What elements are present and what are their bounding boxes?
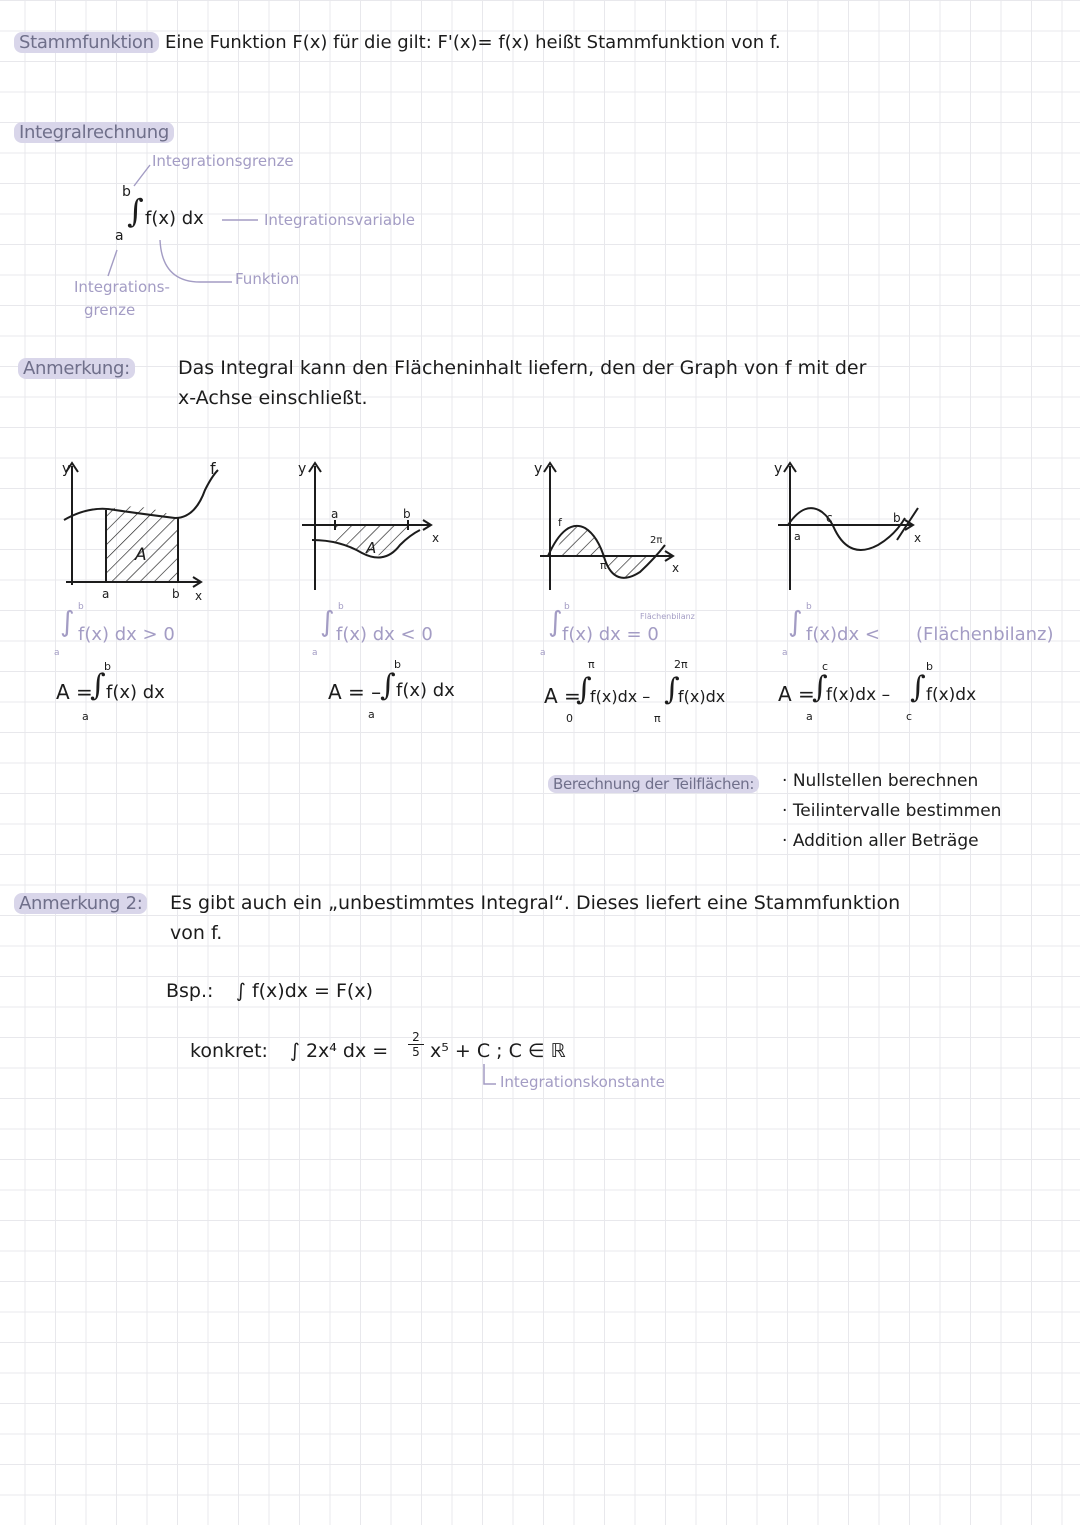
g3-int-expr: f(x) dx = 0 [562, 624, 659, 645]
anmerkung2-label: Anmerkung 2: [14, 893, 147, 914]
anmerkung-line-1: Das Integral kann den Flächeninhalt liefern, den der Graph von f mit der [178, 357, 867, 379]
g3-area-int-sign-2: ∫ [664, 672, 680, 707]
fraction-denominator: 5 [408, 1044, 424, 1059]
integral-lower-limit: a [115, 228, 124, 244]
graph-3-x-label: x [672, 561, 680, 575]
g3-area-lower-2: π [654, 712, 661, 725]
g1-int-lower: a [54, 648, 60, 658]
graph-2-a-label: a [331, 507, 339, 521]
graph-3-f-label: f [558, 516, 562, 529]
example-expression: ∫ f(x)dx = F(x) [236, 980, 373, 1002]
g4-area-int-sign-2: ∫ [910, 670, 926, 705]
graph-1-x-label: x [195, 589, 203, 603]
teilflaechen-item-3: · Addition aller Beträge [782, 831, 979, 851]
upper-limit-annotation: Integrationsgrenze [152, 152, 294, 170]
graph-4-c-label: c [826, 511, 833, 525]
stammfunktion-label: Stammfunktion [14, 32, 159, 53]
g4-area-lhs: A = [778, 682, 815, 706]
graph-3-2pi-label: 2π [650, 535, 663, 546]
graph-4-y-label: y [774, 461, 783, 477]
g2-int-sign: ∫ [320, 605, 335, 638]
g3-int-sign: ∫ [548, 605, 563, 638]
g4-int-expr: f(x)dx < [806, 624, 880, 645]
g2-area-upper: b [394, 658, 401, 671]
g4-int-sign: ∫ [788, 605, 803, 638]
g2-int-upper: b [338, 602, 344, 612]
g3-area-int-sign-1: ∫ [576, 672, 592, 707]
g2-int-expr: f(x) dx < 0 [336, 624, 433, 645]
g2-int-lower: a [312, 648, 318, 658]
g3-area-upper-2: 2π [674, 658, 688, 671]
graph-1-a-label: a [102, 587, 110, 601]
g4-int-lower: a [782, 648, 788, 658]
g2-area-int-sign: ∫ [380, 668, 396, 703]
g1-area-lhs: A = [56, 680, 93, 704]
integration-constant-label: Integrationskonstante [500, 1073, 665, 1091]
integral-upper-limit: b [122, 184, 131, 200]
g2-area-lower: a [368, 708, 375, 721]
g4-area-expr-2: f(x)dx [926, 685, 977, 705]
example-prefix: Bsp.: [166, 980, 214, 1002]
g3-area-upper-1: π [588, 658, 595, 671]
g4-area-int-sign-1: ∫ [812, 670, 828, 705]
concrete-expression: ∫ 2x⁴ dx = [290, 1040, 389, 1062]
lower-limit-annotation-1: Integrations- [74, 278, 170, 296]
anmerkung2-line-2: von f. [170, 922, 223, 944]
graph-4-b-label: b [893, 511, 901, 525]
anmerkung-line-2: x-Achse einschließt. [178, 387, 368, 409]
fraction-numerator: 2 [412, 1030, 420, 1044]
graph-2-x-label: x [432, 531, 440, 545]
integral-sign: ∫ [127, 192, 144, 230]
g1-int-expr: f(x) dx > 0 [78, 624, 175, 645]
g3-int-upper: b [564, 602, 570, 612]
graph-2-area-label: A [366, 539, 377, 557]
graph-3-pi-label: π [600, 559, 607, 572]
g3-note: Flächenbilanz [640, 612, 695, 621]
g2-area-lhs: A = – [328, 680, 382, 704]
variable-annotation: Integrationsvariable [264, 211, 415, 229]
graph-3-y-label: y [534, 461, 543, 477]
g1-area-lower: a [82, 710, 89, 723]
integral-expression: f(x) dx [145, 208, 204, 229]
graph-1-y-label: y [62, 461, 71, 477]
graph-1-b-label: b [172, 587, 180, 601]
g4-area-lower-1: a [806, 710, 813, 723]
teilflaechen-item-2: · Teilintervalle bestimmen [782, 801, 1002, 821]
g3-int-lower: a [540, 648, 546, 658]
graph-2-y-label: y [298, 461, 307, 477]
graph-4-x-label: x [914, 531, 922, 545]
g4-int-upper: b [806, 602, 812, 612]
teilflaechen-label: Berechnung der Teilflächen: [548, 775, 759, 793]
lower-limit-annotation-2: grenze [84, 301, 136, 319]
g1-int-upper: b [78, 602, 84, 612]
g2-area-expr: f(x) dx [396, 680, 455, 701]
g1-area-upper: b [104, 660, 111, 673]
graph-1-area-label: A [135, 545, 147, 565]
g1-area-expr: f(x) dx [106, 682, 165, 703]
g4-area-upper-2: b [926, 660, 933, 673]
concrete-prefix: konkret: [190, 1040, 268, 1062]
function-annotation: Funktion [235, 270, 300, 288]
graph-4-a-label: a [794, 530, 801, 543]
teilflaechen-item-1: · Nullstellen berechnen [782, 771, 979, 791]
g4-area-expr-1: f(x)dx – [826, 685, 891, 705]
graph-2-b-label: b [403, 507, 411, 521]
integralrechnung-label: Integralrechnung [14, 122, 174, 143]
graph-1-f-label: f [210, 459, 216, 478]
anmerkung-label: Anmerkung: [18, 358, 135, 379]
g1-area-int-sign: ∫ [90, 668, 106, 703]
g4-area-lower-2: c [906, 710, 913, 723]
g3-area-lhs: A = [544, 684, 581, 708]
concrete-tail: x⁵ + C ; C ∈ ℝ [430, 1040, 566, 1062]
g1-int-sign: ∫ [60, 605, 75, 638]
g3-area-lower-1: 0 [566, 712, 573, 725]
g4-area-upper-1: c [822, 660, 829, 673]
g4-note: (Flächenbilanz) [916, 624, 1054, 645]
stammfunktion-definition: Eine Funktion F(x) für die gilt: F'(x)= f(x) heißt Stammfunktion von f. [165, 32, 781, 53]
g3-area-expr-1: f(x)dx – [590, 687, 651, 706]
anmerkung2-line-1: Es gibt auch ein „unbestimmtes Integral“. Dieses liefert eine Stammfunktion [170, 892, 901, 914]
g3-area-expr-2: f(x)dx [678, 687, 726, 706]
